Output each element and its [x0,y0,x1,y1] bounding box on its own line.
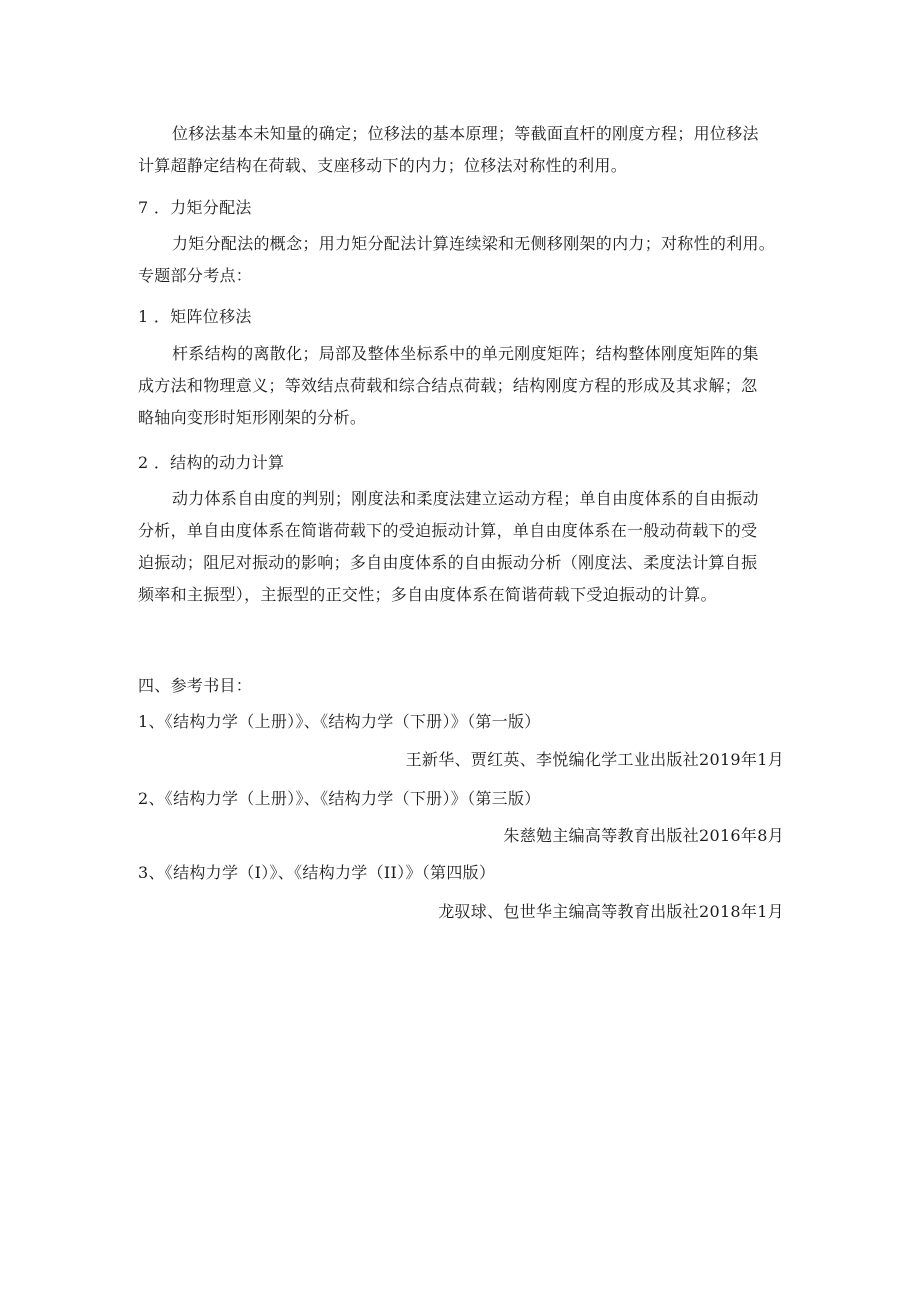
special-topics [138,260,784,292]
reference-publisher: 朱慈勉主编高等教育出版社2016年8月 [503,826,784,845]
reference-item-1 [138,706,784,738]
topic2 [138,447,784,479]
paragraph-line: 动力体系自由度的判别；刚度法和柔度法建立运动方程；单自由度体系的自由振动 [172,489,759,508]
topic2-heading: 2 ．结构的动力计算 [138,453,285,472]
paragraph-line: 迫振动；阻尼对振动的影响；多自由度体系的自由振动分析（刚度法、柔度法计算自振 [138,553,758,572]
paragraph-line: 频率和主振型），主振型的正交性；多自由度体系在简谐荷载下受迫振动的计算。 [138,585,717,604]
reference-item-2 [138,783,784,815]
reference-title: 2、《结构力学（上册）》、《结构力学（下册）》（第三版） [138,789,541,808]
paragraph-line: 杆系结构的离散化；局部及整体坐标系中的单元刚度矩阵；结构整体刚度矩阵的集 [172,344,759,363]
reference-item-1-publisher [138,744,784,776]
reference-item-3-publisher [138,896,784,928]
reference-publisher: 王新华、贾红英、李悦编化学工业出版社2019年1月 [405,750,784,769]
section6-paragraph [138,118,784,182]
paragraph-line: 分析，单自由度体系在简谐荷载下的受迫振动计算，单自由度体系在一般动荷载下的受 [138,521,758,540]
reference-title: 1、《结构力学（上册）》、《结构力学（下册）》（第一版） [138,712,541,731]
paragraph-line: 计算超静定结构在荷载、支座移动下的内力；位移法对称性的利用。 [138,156,628,175]
section7-paragraph [138,228,784,260]
reference-title: 3、《结构力学（I）》、《结构力学（II）》（第四版） [138,863,496,882]
section7 [138,192,784,224]
topic1-paragraph [138,338,784,434]
paragraph-line: 力矩分配法的概念；用力矩分配法计算连续梁和无侧移刚架的内力；对称性的利用。 [172,234,776,253]
reference-publisher: 龙驭球、包世华主编高等教育出版社2018年1月 [438,902,784,921]
references [138,670,784,702]
reference-item-2-publisher [138,820,784,852]
topic1-heading: 1 ．矩阵位移法 [138,307,252,326]
paragraph-line: 成方法和物理意义；等效结点荷载和综合结点荷载；结构刚度方程的形成及其求解；忽 [138,376,758,395]
paragraph-line: 略轴向变形时矩形刚架的分析。 [138,408,367,427]
paragraph-line: 位移法基本未知量的确定；位移法的基本原理；等截面直杆的刚度方程；用位移法 [172,124,759,143]
references-heading: 四、参考书目： [138,676,253,695]
special-topics-heading: 专题部分考点： [138,266,253,285]
topic1 [138,301,784,333]
topic2-paragraph [138,483,784,611]
section7-heading: 7 ．力矩分配法 [138,198,252,217]
reference-item-3 [138,857,784,889]
